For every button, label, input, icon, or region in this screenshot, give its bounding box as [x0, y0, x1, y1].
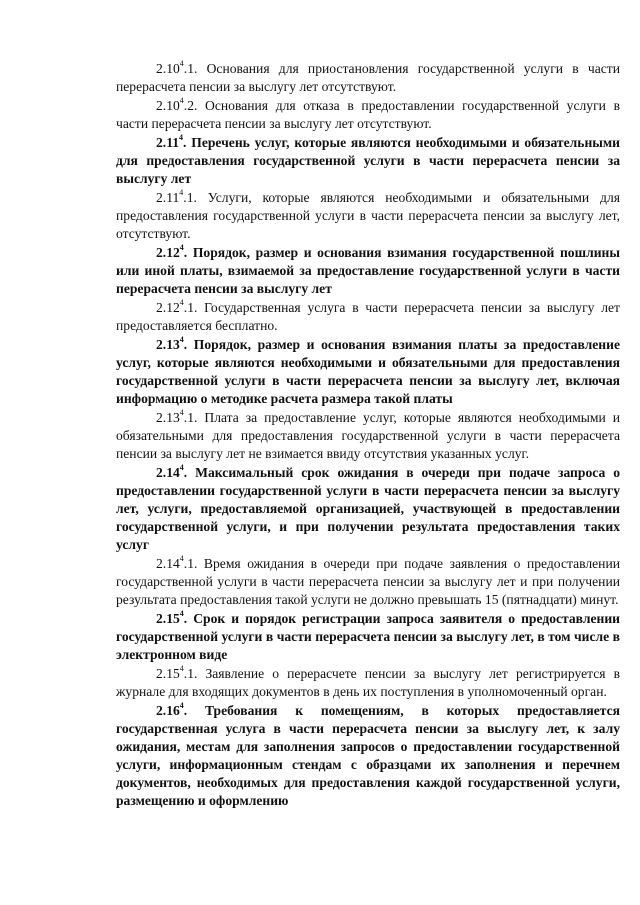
heading-text: Порядок, размер и основания взимания платы за предоставление услуг, которые являются необходимыми и обязательными для предоставления государственной услуги в части перерасчета пенсии за выслугу лет, включая информацию о методике расчета размера такой платы: [116, 337, 620, 406]
paragraph-2-13-4-1: [116, 409, 620, 463]
clause-text: Основания для отказа в предоставлении государственной услуги в части перерасчета пенсии за выслугу лет отсутствуют.: [116, 98, 620, 131]
clause-text: Плата за предоставление услуг, которые являются необходимыми и обязательными для предоставления государственной услуги в части перерасчета пенсии за выслугу лет не взимается ввиду отсутствия указанных услуг.: [116, 410, 620, 461]
section-heading-2-13-4: [116, 336, 620, 408]
section-heading-2-16-4: [116, 702, 620, 810]
section-heading-2-14-4: [116, 464, 620, 554]
clause-text: Заявление о перерасчете пенсии за выслугу лет регистрируется в журнале для входящих документов в день их поступления в уполномоченный орган.: [116, 666, 620, 699]
clause-number: 2.11$^4$.: [156, 133, 187, 150]
heading-text: Порядок, размер и основания взимания государственной пошлины или иной платы, взимаемой за предоставление государственной услуги в части перерасчета пенсии за выслугу лет: [116, 245, 620, 296]
heading-text: Требования к помещениям, в которых предоставляется государственная услуга в части перерасчета пенсии за выслугу лет, к залу ожидания, местам для заполнения запросов о предоставлении государственной услуги, информационным стендам с образцами их заполнения и перечнем документов, необходимых для предоставления каждой государственной услуги, размещению и оформлению: [116, 703, 620, 808]
heading-text: Срок и порядок регистрации запроса заявителя о предоставлении государственной услуги в части перерасчета пенсии за выслугу лет, в том числе в электронном виде: [116, 611, 620, 662]
paragraph-2-11-4-1: [116, 189, 620, 243]
document-page: [116, 60, 620, 811]
clause-number: 2.14$^4$.: [156, 463, 188, 480]
paragraph-2-10-4-2: [116, 97, 620, 133]
section-heading-2-11-4: [116, 134, 620, 188]
clause-number: 2.10$^4$.1.: [156, 59, 198, 76]
clause-text: Услуги, которые являются необходимыми и обязательными для предоставления государственной услуги в части перерасчета пенсии за выслугу лет, отсутствуют.: [116, 190, 620, 241]
section-heading-2-12-4: [116, 244, 620, 298]
paragraph-2-12-4-1: [116, 299, 620, 335]
clause-number: 2.16$^4$.: [156, 701, 188, 718]
paragraph-2-14-4-1: [116, 555, 620, 609]
section-heading-2-15-4: [116, 610, 620, 664]
clause-text: Государственная услуга в части перерасчета пенсии за выслугу лет предоставляется бесплатно.: [116, 300, 620, 333]
clause-number: 2.12$^4$.1.: [156, 298, 198, 315]
clause-number: 2.15$^4$.1.: [156, 664, 198, 681]
clause-text: Время ожидания в очереди при подаче заявления о предоставлении государственной услуги в части перерасчета пенсии за выслугу лет и при получении результата предоставления такой услуги не должно превышать 15 (пятнадцати) минут.: [116, 556, 620, 607]
clause-number: 2.12$^4$.: [156, 243, 188, 260]
paragraph-2-10-4-1: [116, 60, 620, 96]
clause-number: 2.13$^4$.1.: [156, 408, 198, 425]
heading-text: Максимальный срок ожидания в очереди при подаче запроса о предоставлении государственной услуги в части перерасчета пенсии за выслугу лет, услуги, предоставляемой организацией, участвующей в предоставлении государственной услуги, и при получении результата предоставления таких услуг: [116, 465, 620, 552]
clause-number: 2.13$^4$.: [156, 335, 188, 352]
clause-number: 2.11$^4$.1.: [156, 188, 197, 205]
clause-number: 2.15$^4$.: [156, 609, 188, 626]
heading-text: Перечень услуг, которые являются необходимыми и обязательными для предоставления государственной услуги в части перерасчета пенсии за выслугу лет: [116, 135, 620, 186]
clause-number: 2.10$^4$.2.: [156, 96, 198, 113]
clause-text: Основания для приостановления государственной услуги в части перерасчета пенсии за выслугу лет отсутствуют.: [116, 61, 620, 94]
paragraph-2-15-4-1: [116, 665, 620, 701]
clause-number: 2.14$^4$.1.: [156, 554, 198, 571]
